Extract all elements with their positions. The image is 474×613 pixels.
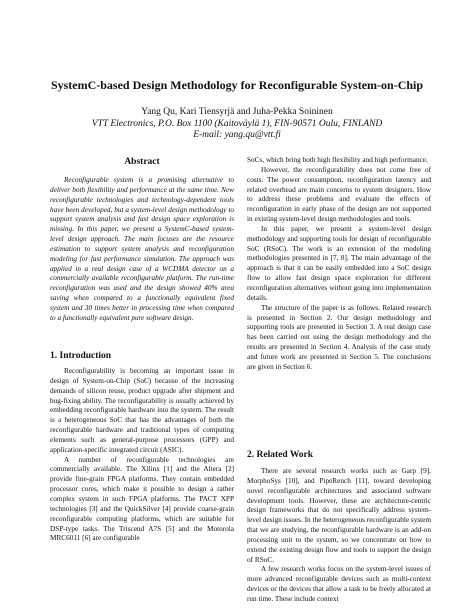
body-paragraph: Reconfigurability is becoming an important issue in design of System-on-Chip (SoC) because of the increasing demands of silicon reuse, product upgrade after shipment and bug-fixing ability. The reconfigurability is usually achieved by embedding reconfigurable hardware into the system. The result is a heterogeneous SoC that has the advantages of both the reconfigurable hardware and traditional types of computing elements such as general-purpose processors (GPP) and application-specific integrated circuit (ASIC). bbox=[50, 367, 234, 454]
body-paragraph: A number of reconfigurable technologies are commercially available. The Xilinx [1] and the Altera [2] provide fine-grain FPGA platforms. They contain embedded processor cores, which make it possible to design a rather complex system in such FPGA platforms. The PACT XPP technologies [3] and the QuickSilver [4] provide coarse-grain reconfigurable computing platforms, which are suitable for DSP-type tasks. The Triscend A7S [5] and the Motorola MRC6011 [6] are configurable bbox=[50, 455, 234, 543]
author-email: E-mail: yang.qu@vtt.fi bbox=[193, 130, 281, 140]
body-paragraph: The structure of the paper is as follows. Related research is presented in Section 2. Our design methodology and supporting tools are presented in Section 3. A real design case has been carried out using the design methodology and the results are presented in Section 4. Analysis of the case study and future work are presented in Section 5. The conclusions are given in Section 6. bbox=[247, 303, 431, 371]
body-paragraph: A few research works focus on the system-level issues of more advanced reconfigurable devices such as multi-context devices or the devices that allow a task to be freely allocated at run time. These include context bbox=[247, 565, 431, 603]
related-work-body bbox=[247, 467, 431, 605]
body-paragraph: In this paper, we present a system-level design methodology and supporting tools for design of reconfigurable SoC (RSoC). The work is an extension of the modeling methodologies presented in [7, 8]. The main advantage of the approach is that it can be easily embedded into a SoC design flow to allow fast design space exploration for different reconfiguration alternatives without going into implementation details. bbox=[247, 224, 431, 302]
body-paragraph: There are several research works such as Garp [9], MorphoSys [10], and PipeRench [11], toward developing novel reconfigurable architectures and associated software development tools. However, these are architecture-centric design frameworks that do not specifically address system-level design issues. In the heterogeneous reconfigurable system that we are studying, the reconfigurable hardware is an add-on processing unit to the system, so we concentrate on how to extend the existing design flow and tools to support the design of RSoC. bbox=[247, 467, 432, 564]
introduction-heading: 1. Introduction bbox=[50, 351, 112, 361]
paper-title: SystemC-based Design Methodology for Reconfigurable System-on-Chip bbox=[50, 78, 424, 92]
body-paragraph: However, the reconfigurability does not come free of costs. The power consumption, reconfiguration latency and related overhead are main concerns to system designers. How to address these problems and evaluate the effects of reconfiguration in early phase of the design are not supported in existing system-level design methodologies and tools. bbox=[247, 165, 431, 224]
abstract-text bbox=[50, 176, 234, 324]
abstract-heading: Abstract bbox=[124, 157, 160, 167]
body-paragraph: SoCs, which bring both high flexibility and high performance. bbox=[247, 156, 428, 164]
author-names: Yang Qu, Kari Tiensyrjä and Juha-Pekka Soininen bbox=[141, 107, 333, 117]
author-block bbox=[34, 107, 440, 142]
author-affiliation: VTT Electronics, P.O. Box 1100 (Kaitoväylä 1), FIN-90571 Oulu, FINLAND bbox=[91, 118, 383, 129]
related-work-heading: 2. Related Work bbox=[247, 450, 314, 460]
introduction-body bbox=[50, 367, 234, 544]
abstract-paragraph: Reconfigurable system is a promising alternative to deliver both flexibility and performance at the same time. New reconfigurable technologies and technology-dependent tools have been developed, but a system-level design methodology to support system analysis and fast design space exploration is missing. In this paper, we present a SystemC-based system-level design approach. The main focuses are the resource estimation to support system analysis and reconfiguration modeling for fast performance simulation. The approach was applied in a real design case of a WCDMA detector on a commercially available reconfigurable platform. The run-time reconfiguration was used and the design showed 40% area saving when compared to a functionally equivalent fixed system and 30 times better in processing time when compared to a functionally equivalent pure software design. bbox=[50, 176, 234, 322]
right-column-body bbox=[247, 156, 431, 373]
